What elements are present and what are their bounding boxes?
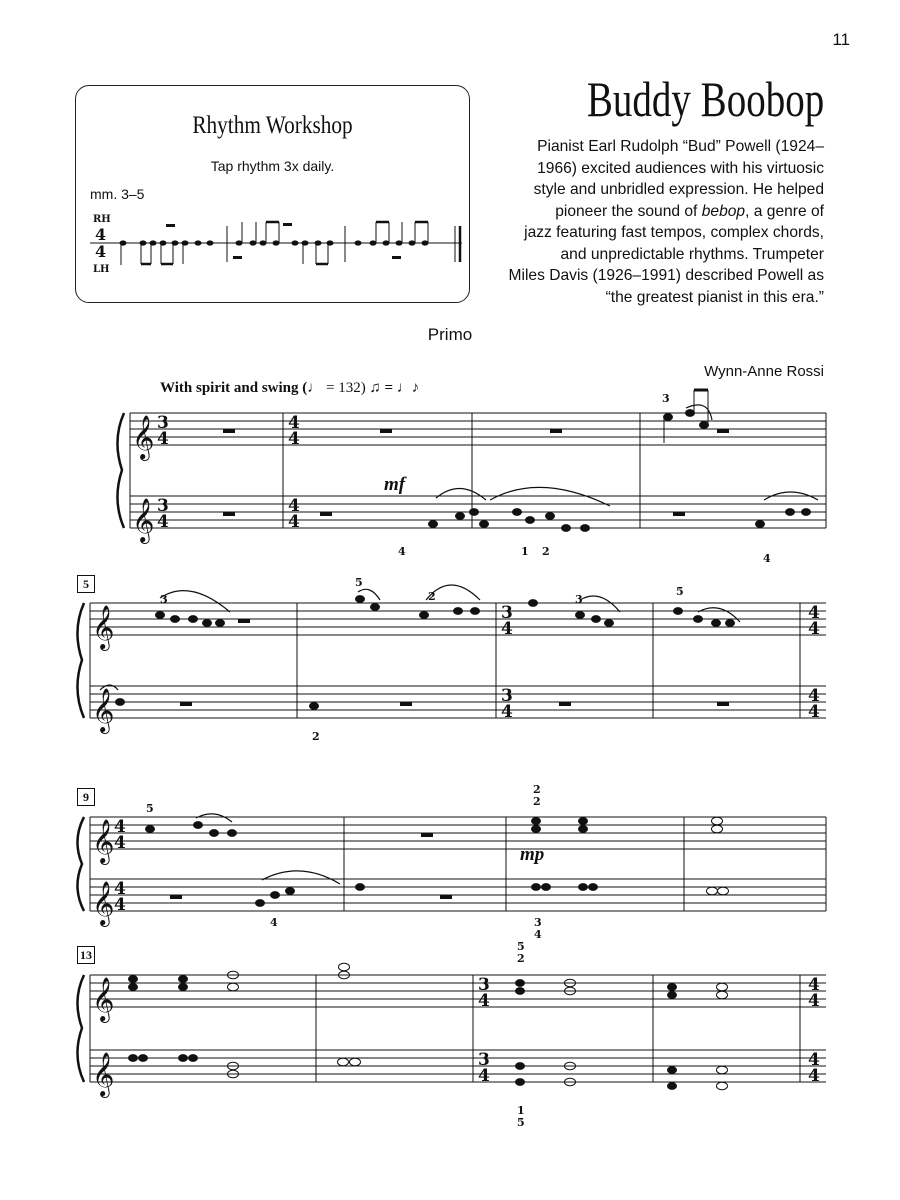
treble-clef-icon: 𝄞 — [132, 415, 155, 459]
lh-label: LH — [93, 264, 110, 275]
rhythm-workshop-title: Rhythm Workshop — [192, 112, 353, 139]
ts-3: 3 — [157, 413, 169, 433]
rh-label: RH — [93, 214, 111, 225]
tempo-value: = 132) — [322, 380, 366, 396]
treble-clef-icon: 𝄞 — [132, 498, 155, 542]
ts-4: 4 — [808, 1066, 820, 1086]
notes-3 — [146, 817, 729, 906]
ts-4: 4 — [288, 496, 300, 516]
bio-line: 1966) excited audiences with his virtuosic — [537, 159, 824, 177]
ts-4: 4 — [808, 702, 820, 722]
ts-4: 4 — [808, 686, 820, 706]
fingering: 4 — [763, 552, 771, 565]
ts-4: 4 — [501, 702, 513, 722]
fingering: 2 — [533, 783, 541, 796]
fingering: 2 — [517, 952, 525, 965]
bio-line: , a genre of — [745, 202, 824, 220]
ts-4: 4 — [478, 991, 490, 1011]
notes-2 — [116, 596, 735, 710]
ts-4: 4 — [501, 619, 513, 639]
fingering: 2 — [533, 795, 541, 808]
swing-notes-icon: ♫ = ♩♪ — [369, 380, 420, 396]
fingering: 5 — [676, 585, 684, 598]
fingering: 3 — [662, 392, 670, 405]
treble-clef-icon: 𝄞 — [92, 881, 115, 925]
treble-clef-icon: 𝄞 — [92, 1052, 115, 1096]
bio-line: and unpredictable rhythms. Trumpeter — [560, 245, 824, 263]
fingering: 2 — [542, 545, 550, 558]
system-4 — [77, 975, 826, 1082]
bio-line: jazz featuring fast tempos, complex chords, — [524, 224, 824, 241]
dynamic-mp: mp — [520, 844, 545, 865]
composer: Wynn-Anne Rossi — [704, 363, 824, 380]
ts-4: 4 — [808, 991, 820, 1011]
tempo-text: With spirit and swing ( — [160, 380, 308, 396]
fingering: 4 — [398, 545, 406, 558]
bio-line: Pianist Earl Rudolph “Bud” Powell (1924– — [537, 138, 824, 155]
fingering: 3 — [575, 593, 583, 606]
ts-bottom: 4 — [95, 242, 107, 261]
ts-3: 3 — [478, 1050, 490, 1070]
ts-4: 4 — [114, 879, 126, 899]
ts-4: 4 — [808, 619, 820, 639]
ts-4: 4 — [808, 1050, 820, 1070]
fingering: 5 — [146, 802, 154, 815]
ts-3: 3 — [501, 686, 513, 706]
fingering: 3 — [534, 916, 542, 929]
ts-3: 3 — [478, 975, 490, 995]
quarter-note-icon: ♩ — [307, 380, 323, 396]
fingering: 1 — [517, 1104, 525, 1117]
measure-number-9: 9 — [77, 788, 95, 806]
treble-clef-icon: 𝄞 — [92, 688, 115, 732]
rhythm-workshop-measures: mm. 3–5 — [90, 186, 145, 202]
page-number: 11 — [832, 30, 850, 49]
ts-4: 4 — [157, 512, 169, 532]
bio-line: Miles Davis (1926–1991) described Powell as — [508, 267, 824, 284]
treble-clef-icon: 𝄞 — [92, 977, 115, 1021]
ts-3: 3 — [157, 496, 169, 516]
ts-4: 4 — [808, 975, 820, 995]
fingering: 5 — [517, 1116, 525, 1129]
ts-4: 4 — [288, 429, 300, 449]
part-label: Primo — [427, 325, 473, 344]
fingering: 4 — [534, 928, 542, 941]
ts-4: 4 — [288, 512, 300, 532]
ts-4: 4 — [157, 429, 169, 449]
fingering: 2 — [428, 590, 436, 603]
measure-number-13: 13 — [77, 946, 95, 964]
ts-3: 3 — [501, 603, 513, 623]
notes-1 — [429, 390, 811, 531]
slurs-1 — [436, 405, 818, 506]
bio-emphasis: bebop — [701, 202, 746, 220]
dynamic-mf: mf — [384, 474, 406, 495]
ts-4: 4 — [114, 833, 126, 853]
bio-line: style and unbridled expression. He helped — [533, 181, 824, 198]
measure-number-5: 5 — [77, 575, 95, 593]
rests-2 — [180, 619, 729, 706]
fingering: 5 — [517, 940, 525, 953]
ts-4: 4 — [288, 413, 300, 433]
rhythm-workshop-instruction: Tap rhythm 3x daily. — [210, 158, 335, 174]
notes-4 — [129, 963, 728, 1090]
bio-line: pioneer the sound of — [555, 202, 702, 220]
ts-4: 4 — [808, 603, 820, 623]
treble-clef-icon: 𝄞 — [92, 605, 115, 649]
rests-3 — [170, 833, 452, 899]
fingering: 3 — [160, 593, 168, 606]
fingering: 4 — [270, 916, 278, 929]
bio-line: “the greatest pianist in this era.” — [605, 288, 824, 306]
ts-top: 4 — [95, 225, 107, 244]
fingering: 1 — [521, 545, 529, 558]
ts-4: 4 — [114, 895, 126, 915]
ts-4: 4 — [478, 1066, 490, 1086]
song-title: Buddy Boobop — [586, 71, 824, 127]
treble-clef-icon: 𝄞 — [92, 819, 115, 863]
rhythm-workshop-staff — [90, 214, 462, 275]
fingering: 2 — [312, 730, 320, 743]
fingering: 5 — [355, 576, 363, 589]
ts-4: 4 — [114, 817, 126, 837]
slurs-2 — [100, 585, 740, 690]
